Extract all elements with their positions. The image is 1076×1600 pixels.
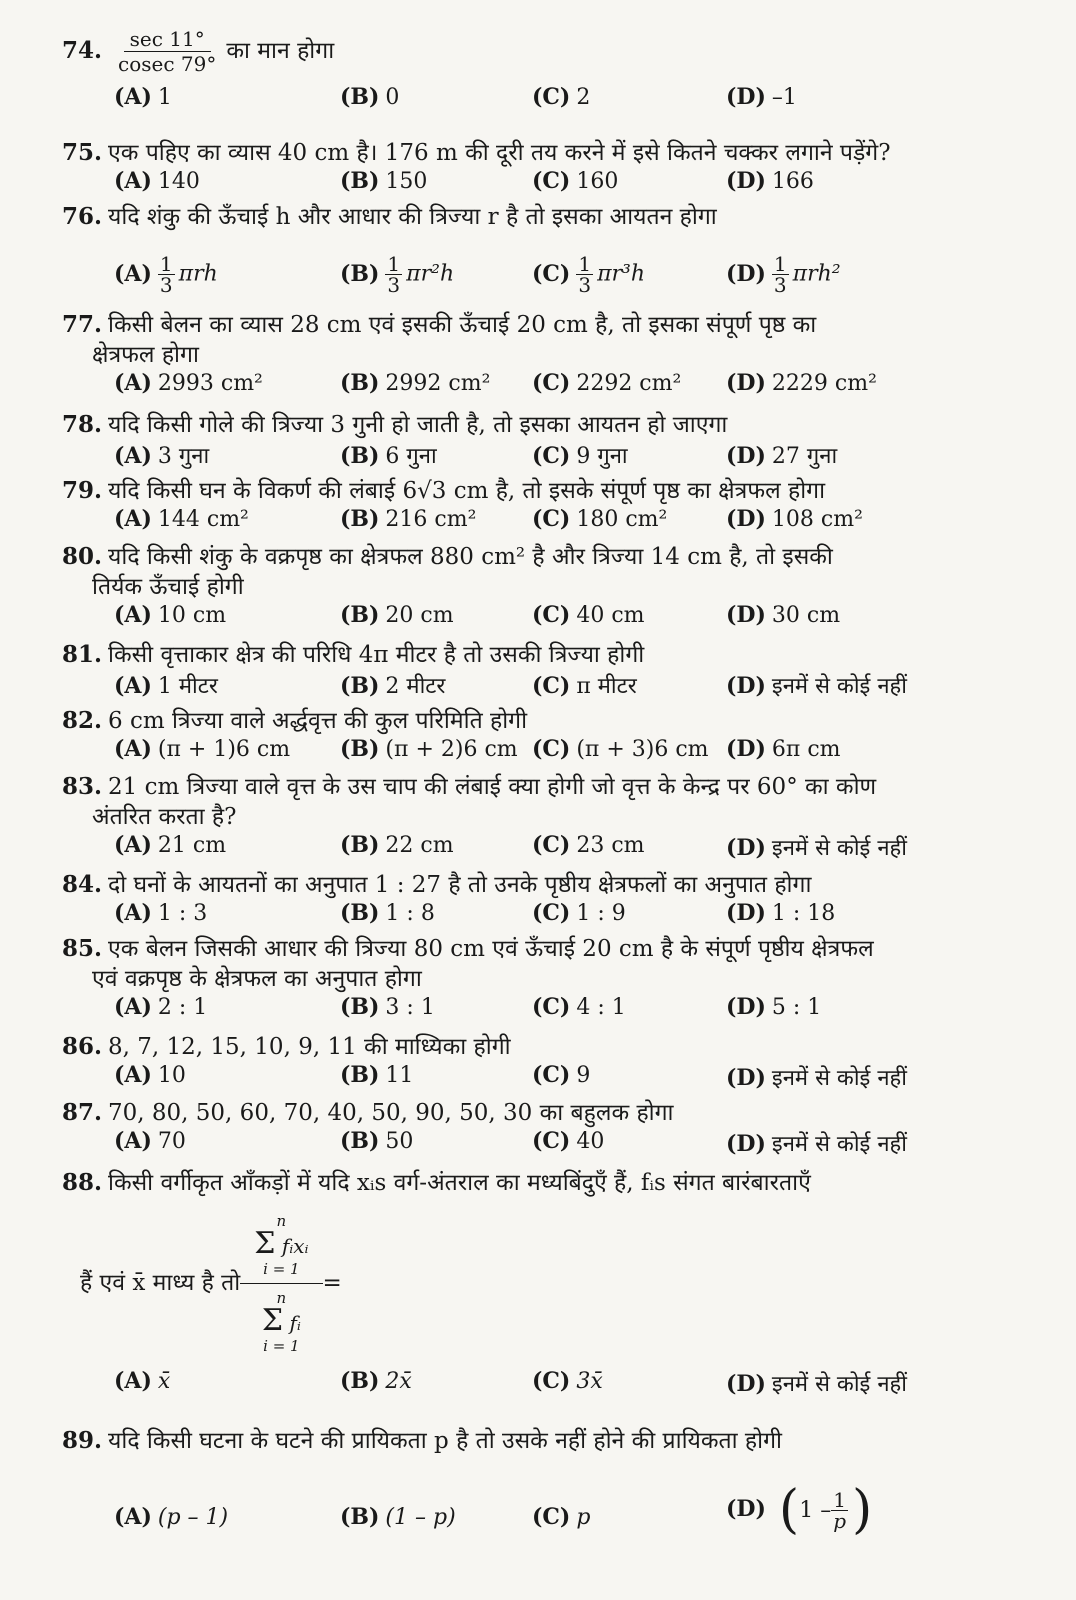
option-c[interactable]: (C) 23 cm bbox=[532, 832, 645, 858]
question-84 bbox=[62, 870, 1022, 932]
option-d[interactable]: (D) –1 bbox=[726, 84, 797, 110]
option-b[interactable]: (B) 6 गुना bbox=[340, 443, 437, 469]
option-b[interactable]: (B) 0 bbox=[340, 84, 400, 110]
options-row bbox=[62, 168, 1022, 200]
question-number: 88. bbox=[62, 1169, 103, 1196]
option-d[interactable]: (D) इनमें से कोई नहीं bbox=[726, 1371, 907, 1397]
option-a[interactable]: (A) 1 bbox=[114, 84, 172, 110]
options-row bbox=[62, 900, 1022, 932]
option-b[interactable]: (B) 150 bbox=[340, 168, 428, 194]
question-86 bbox=[62, 1032, 1022, 1094]
question-number: 81. bbox=[62, 641, 103, 668]
question-number: 76. bbox=[62, 203, 103, 230]
option-c[interactable]: (C) 2 bbox=[532, 84, 591, 110]
option-b[interactable]: (B) 1 : 8 bbox=[340, 900, 435, 926]
option-b[interactable]: (B) 22 cm bbox=[340, 832, 454, 858]
option-b[interactable]: (B) 50 bbox=[340, 1128, 414, 1154]
question-text: 70, 80, 50, 60, 70, 40, 50, 90, 50, 30 का बहुलक होगा bbox=[108, 1100, 674, 1126]
option-b[interactable]: (B) (π + 2)6 cm bbox=[340, 736, 518, 762]
option-c[interactable]: (C) 4 : 1 bbox=[532, 994, 626, 1020]
question-80 bbox=[62, 542, 1022, 634]
option-c[interactable]: (C) p bbox=[532, 1504, 591, 1530]
option-d[interactable]: (D) 108 cm² bbox=[726, 506, 863, 532]
option-d[interactable]: (D) इनमें से कोई नहीं bbox=[726, 673, 907, 699]
option-b[interactable]: (B) 20 cm bbox=[340, 602, 454, 628]
question-77 bbox=[62, 310, 1022, 402]
option-a[interactable]: (A) $\frac{1}{3}$ πrh bbox=[114, 252, 218, 297]
option-a[interactable]: (A) 140 bbox=[114, 168, 200, 194]
question-text: का मान होगा bbox=[226, 38, 335, 64]
question-74 bbox=[62, 18, 1022, 116]
option-c[interactable]: (C) 9 bbox=[532, 1062, 591, 1088]
question-85 bbox=[62, 934, 1022, 1026]
question-text: यदि शंकु की ऊँचाई h और आधार की त्रिज्या r है तो इसका आयतन होगा bbox=[108, 204, 717, 230]
question-79 bbox=[62, 476, 1022, 538]
options-row bbox=[62, 370, 1022, 402]
option-d[interactable]: (D) 166 bbox=[726, 168, 814, 194]
option-d[interactable]: (D) $\frac{1}{3}$ πrh² bbox=[726, 252, 841, 297]
options-row bbox=[62, 1128, 1022, 1160]
options-row bbox=[62, 994, 1022, 1026]
question-text: 6 cm त्रिज्या वाले अर्द्धवृत्त की कुल परिमिति होगी bbox=[108, 708, 528, 734]
question-number: 83. bbox=[62, 773, 103, 800]
option-c[interactable]: (C) (π + 3)6 cm bbox=[532, 736, 709, 762]
option-d[interactable]: (D) 5 : 1 bbox=[726, 994, 822, 1020]
option-c[interactable]: (C) 40 bbox=[532, 1128, 605, 1154]
option-d[interactable]: (D) 27 गुना bbox=[726, 443, 838, 469]
question-number: 80. bbox=[62, 543, 103, 570]
question-text: 21 cm त्रिज्या वाले वृत्त के उस चाप की लंबाई क्या होगी जो वृत्त के केन्द्र पर 60° का कोण bbox=[108, 774, 877, 800]
question-text: यदि किसी शंकु के वक्रपृष्ठ का क्षेत्रफल 880 cm² है और त्रिज्या 14 cm है, तो इसकी bbox=[108, 544, 833, 570]
option-b[interactable]: (B) $\frac{1}{3}$ πr²h bbox=[340, 252, 455, 297]
option-a[interactable]: (A) (p – 1) bbox=[114, 1504, 229, 1530]
question-number: 74. bbox=[62, 37, 103, 64]
question-number: 77. bbox=[62, 311, 103, 338]
option-b[interactable]: (B) 2x̄ bbox=[340, 1368, 412, 1394]
option-c[interactable]: (C) $\frac{1}{3}$ πr³h bbox=[532, 252, 646, 297]
question-text: किसी वृत्ताकार क्षेत्र की परिधि 4π मीटर है तो उसकी त्रिज्या होगी bbox=[108, 642, 645, 668]
question-81 bbox=[62, 640, 1022, 702]
option-c[interactable]: (C) π मीटर bbox=[532, 673, 637, 699]
options-row bbox=[62, 670, 1022, 702]
options-row bbox=[62, 506, 1022, 538]
question-text: किसी वर्गीकृत आँकड़ों में यदि xᵢs वर्ग-अंतराल का मध्यबिंदुएँ हैं, fᵢs संगत बारंबारताएँ bbox=[108, 1170, 811, 1196]
option-b[interactable]: (B) 2 मीटर bbox=[340, 673, 446, 699]
option-a[interactable]: (A) 10 bbox=[114, 1062, 186, 1088]
option-a[interactable]: (A) 144 cm² bbox=[114, 506, 249, 532]
question-number: 79. bbox=[62, 477, 103, 504]
question-number: 86. bbox=[62, 1033, 103, 1060]
question-78 bbox=[62, 410, 1022, 472]
question-text-cont: एवं वक्रपृष्ठ के क्षेत्रफल का अनुपात होगा bbox=[92, 966, 422, 992]
question-89 bbox=[62, 1426, 1022, 1540]
option-d[interactable]: (D) 1 : 18 bbox=[726, 900, 836, 926]
question-text: एक बेलन जिसकी आधार की त्रिज्या 80 cm एवं ऊँचाई 20 cm है के संपूर्ण पृष्ठीय क्षेत्रफल bbox=[108, 936, 874, 962]
equals-sign: = bbox=[322, 1270, 342, 1296]
options-row bbox=[62, 440, 1022, 472]
option-a[interactable]: (A) 1 : 3 bbox=[114, 900, 208, 926]
option-a[interactable]: (A) x̄ bbox=[114, 1368, 171, 1394]
option-d[interactable]: (D) इनमें से कोई नहीं bbox=[726, 835, 907, 861]
option-b[interactable]: (B) (1 – p) bbox=[340, 1504, 456, 1530]
options-row bbox=[62, 602, 1022, 634]
options-row bbox=[62, 1368, 1022, 1400]
question-text-cont: तिर्यक ऊँचाई होगी bbox=[92, 574, 244, 600]
option-a[interactable]: (A) 2993 cm² bbox=[114, 370, 263, 396]
question-text-cont: अंतरित करता है? bbox=[92, 804, 237, 830]
options-row bbox=[62, 736, 1022, 768]
question-text: एक पहिए का व्यास 40 cm है। 176 m की दूरी तय करने में इसे कितने चक्कर लगाने पड़ेंगे? bbox=[108, 140, 891, 166]
option-c[interactable]: (C) 180 cm² bbox=[532, 506, 668, 532]
option-c[interactable]: (C) 2292 cm² bbox=[532, 370, 682, 396]
option-d[interactable]: (D) 2229 cm² bbox=[726, 370, 877, 396]
option-a[interactable]: (A) 10 cm bbox=[114, 602, 227, 628]
question-text: यदि किसी घटना के घटने की प्रायिकता p है तो उसके नहीं होने की प्रायिकता होगी bbox=[108, 1428, 782, 1454]
option-a[interactable]: (A) 1 मीटर bbox=[114, 673, 218, 699]
option-b[interactable]: (B) 11 bbox=[340, 1062, 414, 1088]
option-a[interactable]: (A) 21 cm bbox=[114, 832, 227, 858]
option-c[interactable]: (C) 1 : 9 bbox=[532, 900, 626, 926]
option-c[interactable]: (C) 3x̄ bbox=[532, 1368, 603, 1394]
option-d[interactable]: (D) इनमें से कोई नहीं bbox=[726, 1131, 907, 1157]
question-number: 75. bbox=[62, 139, 103, 166]
question-75 bbox=[62, 138, 1022, 200]
question-text: दो घनों के आयतनों का अनुपात 1 : 27 है तो उनके पृष्ठीय क्षेत्रफलों का अनुपात होगा bbox=[108, 872, 812, 898]
option-a[interactable]: (A) 2 : 1 bbox=[114, 994, 208, 1020]
question-88 bbox=[62, 1168, 1022, 1400]
question-83 bbox=[62, 772, 1022, 864]
option-b[interactable]: (B) 216 cm² bbox=[340, 506, 477, 532]
question-87 bbox=[62, 1098, 1022, 1160]
question-number: 85. bbox=[62, 935, 103, 962]
option-a[interactable]: (A) (π + 1)6 cm bbox=[114, 736, 291, 762]
options-row bbox=[62, 1480, 1022, 1560]
option-d[interactable]: (D) 30 cm bbox=[726, 602, 841, 628]
options-row bbox=[62, 84, 1022, 116]
question-number: 82. bbox=[62, 707, 103, 734]
option-b[interactable]: (B) 3 : 1 bbox=[340, 994, 435, 1020]
option-c[interactable]: (C) 160 bbox=[532, 168, 619, 194]
mean-formula: n Σ fᵢxᵢ i = 1 n Σ fᵢ i = 1 bbox=[240, 1213, 322, 1354]
option-d[interactable]: (D) 6π cm bbox=[726, 736, 841, 762]
option-d[interactable]: (D) ( 1 – $\frac{1}{p}$ ) bbox=[726, 1480, 873, 1540]
question-76 bbox=[62, 202, 1022, 304]
fraction: $\frac{\sec 11^\circ}{cosec 79^\circ}$ bbox=[118, 26, 217, 76]
question-number: 87. bbox=[62, 1099, 103, 1126]
option-c[interactable]: (C) 40 cm bbox=[532, 602, 645, 628]
question-number: 78. bbox=[62, 411, 103, 438]
question-text-cont: क्षेत्रफल होगा bbox=[92, 342, 199, 368]
options-row bbox=[62, 240, 1022, 312]
question-text-cont: हैं एवं x̄ माध्य है तो bbox=[80, 1270, 241, 1296]
option-a[interactable]: (A) 3 गुना bbox=[114, 443, 210, 469]
option-a[interactable]: (A) 70 bbox=[114, 1128, 186, 1154]
question-82 bbox=[62, 706, 1022, 768]
question-text: यदि किसी गोले की त्रिज्या 3 गुनी हो जाती है, तो इसका आयतन हो जाएगा bbox=[108, 412, 728, 438]
options-row bbox=[62, 1062, 1022, 1094]
question-text: यदि किसी घन के विकर्ण की लंबाई 6√3 cm है, तो इसके संपूर्ण पृष्ठ का क्षेत्रफल होगा bbox=[108, 478, 826, 504]
options-row bbox=[62, 832, 1022, 864]
question-number: 84. bbox=[62, 871, 103, 898]
question-text: 8, 7, 12, 15, 10, 9, 11 की माध्यिका होगी bbox=[108, 1034, 511, 1060]
question-number: 89. bbox=[62, 1427, 103, 1454]
question-text: किसी बेलन का व्यास 28 cm एवं इसकी ऊँचाई 20 cm है, तो इसका संपूर्ण पृष्ठ का bbox=[108, 312, 817, 338]
option-c[interactable]: (C) 9 गुना bbox=[532, 443, 628, 469]
option-d[interactable]: (D) इनमें से कोई नहीं bbox=[726, 1065, 907, 1091]
option-b[interactable]: (B) 2992 cm² bbox=[340, 370, 491, 396]
